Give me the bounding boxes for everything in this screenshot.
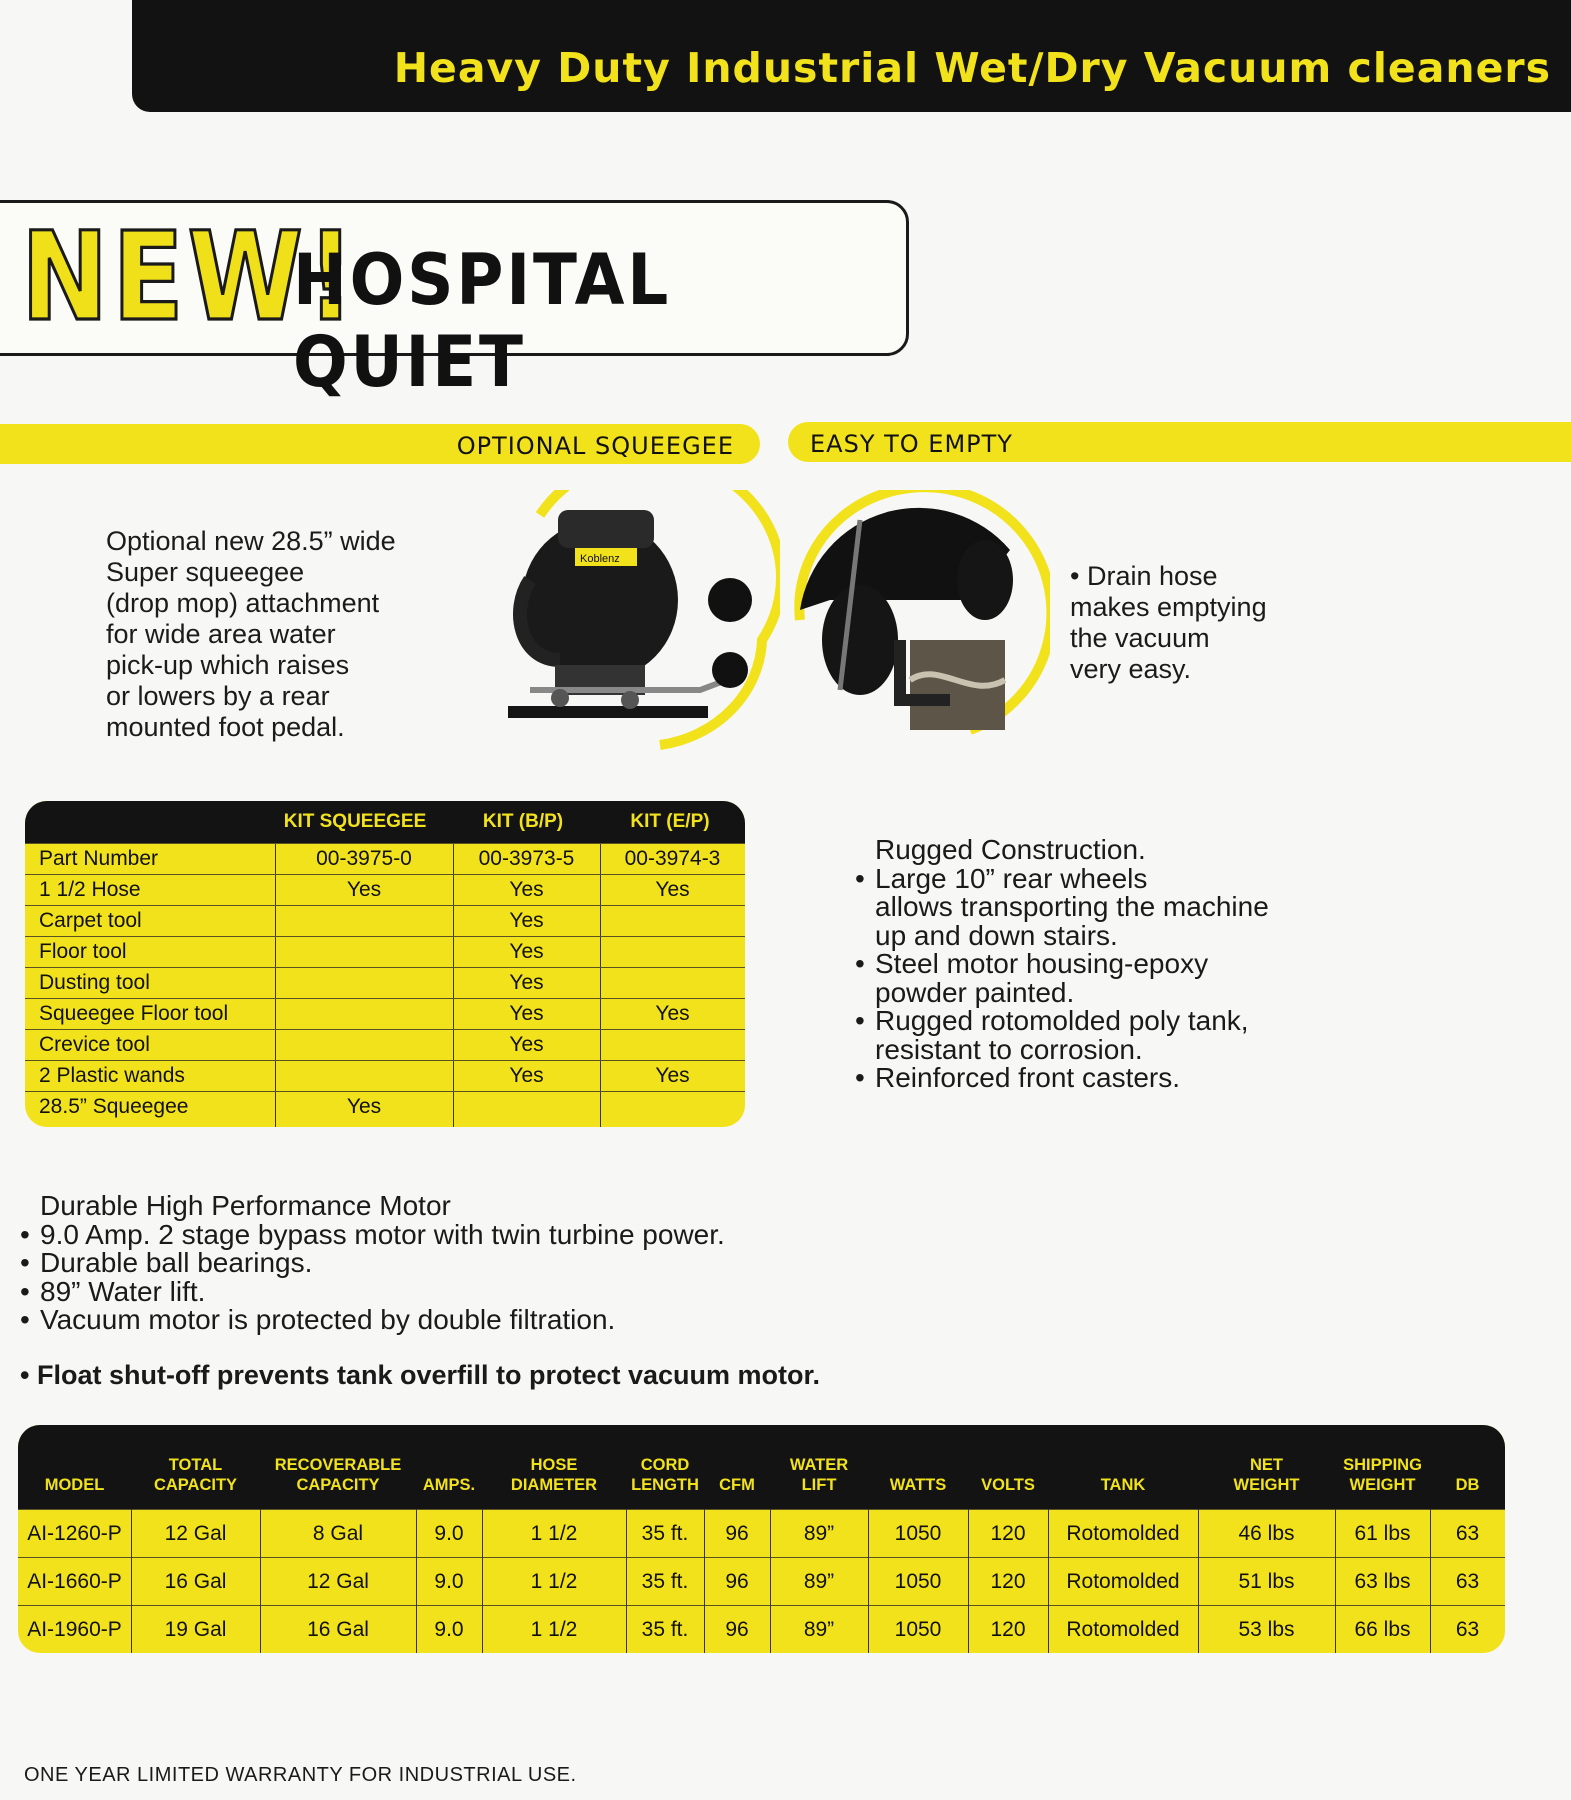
easy-to-empty-label: EASY TO EMPTY: [810, 430, 1013, 458]
motor-item: • Durable ball bearings.: [20, 1249, 920, 1278]
spec-value: 35 ft.: [641, 1618, 689, 1641]
spec-value: Rotomolded: [1066, 1570, 1180, 1593]
kit-table-row: [25, 998, 745, 1030]
spec-header-cell: VOLTS: [981, 1476, 1035, 1494]
spec-value: 9.0: [434, 1618, 464, 1641]
spec-col-divider: [626, 1509, 627, 1653]
spec-value: 63 lbs: [1354, 1570, 1411, 1593]
spec-header-cell: AMPS.: [422, 1476, 476, 1494]
kit-item-name: Part Number: [39, 847, 159, 870]
spec-value: 120: [990, 1570, 1026, 1593]
kit-cell-value: Yes: [509, 1002, 544, 1025]
spec-value: 16 Gal: [164, 1570, 227, 1593]
kit-table: [25, 801, 745, 1127]
kit-header-bp: KIT (B/P): [482, 811, 564, 832]
spec-header-cell: WATER LIFT: [789, 1456, 849, 1494]
kit-table-row: [25, 1091, 745, 1123]
spec-col-divider: [1430, 1509, 1431, 1653]
spec-col-divider: [260, 1509, 261, 1653]
kit-cell-value: Yes: [509, 1033, 544, 1056]
spec-value: 66 lbs: [1354, 1618, 1411, 1641]
spec-value: 61 lbs: [1354, 1522, 1411, 1545]
brand-logo-text: Koblenz: [580, 553, 620, 565]
spec-header-cell: TOTAL CAPACITY: [153, 1456, 238, 1494]
kit-item-name: Crevice tool: [39, 1033, 150, 1056]
construction-item: • Steel motor housing-epoxy powder painted.: [855, 950, 1375, 1007]
warranty-note: ONE YEAR LIMITED WARRANTY FOR INDUSTRIAL USE.: [24, 1764, 577, 1786]
optional-squeegee-label: OPTIONAL SQUEEGEE: [456, 432, 734, 460]
kit-item-name: Carpet tool: [39, 909, 142, 932]
kit-item-name: Floor tool: [39, 940, 127, 963]
top-banner: [132, 0, 1571, 112]
spec-col-divider: [1198, 1509, 1199, 1653]
spec-col-divider: [416, 1509, 417, 1653]
spec-value: 89”: [803, 1618, 835, 1641]
model-number: AI-1960-P: [27, 1618, 122, 1641]
spec-table: [18, 1425, 1505, 1653]
spec-header-cell: MODEL: [44, 1476, 105, 1494]
kit-item-name: 1 1/2 Hose: [39, 878, 141, 901]
spec-col-divider: [1048, 1509, 1049, 1653]
spec-table-row: [18, 1557, 1505, 1606]
spec-value: 63: [1455, 1522, 1480, 1545]
spec-table-row: [18, 1605, 1505, 1653]
kit-cell-value: Yes: [509, 878, 544, 901]
spec-value: 46 lbs: [1238, 1522, 1295, 1545]
spec-value: 51 lbs: [1238, 1570, 1295, 1593]
kit-cell-value: Yes: [655, 1002, 690, 1025]
spec-value: Rotomolded: [1066, 1618, 1180, 1641]
kit-cell-value: 00-3975-0: [316, 847, 412, 870]
kit-cell-value: Yes: [655, 1064, 690, 1087]
construction-features: [855, 836, 1375, 1093]
model-number: AI-1660-P: [27, 1570, 122, 1593]
motor-features: [20, 1192, 920, 1335]
kit-cell-value: 00-3973-5: [478, 847, 575, 870]
spec-value: 35 ft.: [641, 1570, 689, 1593]
spec-value: 96: [725, 1522, 749, 1545]
spec-header-cell: NET WEIGHT: [1233, 1456, 1300, 1494]
spec-header-cell: CFM: [719, 1476, 755, 1494]
kit-header-ep: KIT (E/P): [630, 811, 710, 832]
spec-value: 1 1/2: [530, 1618, 578, 1641]
spec-value: 120: [990, 1522, 1026, 1545]
spec-table-row: [18, 1509, 1505, 1558]
spec-value: 12 Gal: [164, 1522, 227, 1545]
vacuum-squeegee-photo: [500, 490, 780, 750]
spec-value: 35 ft.: [641, 1522, 689, 1545]
kit-table-row: [25, 1060, 745, 1092]
construction-title: Rugged Construction.: [875, 834, 1146, 865]
kit-cell-value: Yes: [655, 878, 690, 901]
spec-value: 12 Gal: [307, 1570, 369, 1593]
kit-header-squeegee: KIT SQUEEGEE: [283, 811, 427, 832]
spec-col-divider: [770, 1509, 771, 1653]
drain-description: • Drain hose makes emptying the vacuum very easy.: [1070, 561, 1267, 684]
easy-to-empty-heading: [788, 422, 1571, 462]
spec-value: 53 lbs: [1238, 1618, 1295, 1641]
spec-value: 96: [725, 1570, 749, 1593]
kit-table-row: [25, 874, 745, 906]
spec-header-cell: SHIPPING WEIGHT: [1343, 1456, 1422, 1494]
banner-title: Heavy Duty Industrial Wet/Dry Vacuum cleaners: [393, 44, 1551, 92]
construction-item: • Rugged rotomolded poly tank, resistant to corrosion.: [855, 1007, 1375, 1064]
spec-value: Rotomolded: [1066, 1522, 1180, 1545]
new-badge-text: NEW!: [21, 206, 359, 349]
spec-col-divider: [704, 1509, 705, 1653]
spec-header-cell: DB: [1455, 1476, 1480, 1494]
spec-col-divider: [482, 1509, 483, 1653]
motor-title: Durable High Performance Motor: [40, 1190, 451, 1221]
kit-cell-value: 00-3974-3: [624, 847, 721, 870]
kit-table-header: [25, 801, 745, 843]
spec-value: 89”: [803, 1522, 835, 1545]
kit-table-row: [25, 1029, 745, 1061]
spec-header-cell: RECOVERABLE CAPACITY: [274, 1456, 402, 1494]
float-shutoff-note: • Float shut-off prevents tank overfill to protect vacuum motor.: [20, 1360, 821, 1390]
spec-value: 1 1/2: [530, 1570, 578, 1593]
spec-col-divider: [1335, 1509, 1336, 1653]
spec-value: 63: [1455, 1618, 1480, 1641]
kit-table-row: [25, 936, 745, 968]
spec-value: 1050: [894, 1570, 942, 1593]
kit-cell-value: Yes: [509, 971, 544, 994]
motor-item: • 9.0 Amp. 2 stage bypass motor with twin turbine power.: [20, 1221, 920, 1250]
spec-value: 1050: [894, 1522, 942, 1545]
spec-col-divider: [968, 1509, 969, 1653]
optional-squeegee-heading: [0, 424, 760, 464]
spec-header-cell: HOSE DIAMETER: [510, 1456, 598, 1494]
spec-col-divider: [868, 1509, 869, 1653]
spec-value: 16 Gal: [307, 1618, 369, 1641]
spec-value: 89”: [803, 1570, 835, 1593]
spec-value: 63: [1455, 1570, 1480, 1593]
kit-cell-value: Yes: [346, 1095, 382, 1118]
spec-table-header: [18, 1425, 1505, 1509]
squeegee-description: Optional new 28.5” wide Super squeegee (drop mop) attachment for wide area water pick-up which raises or lowers by a rear mounted foot pedal.: [106, 526, 396, 742]
spec-col-divider: [131, 1509, 132, 1653]
spec-value: 1 1/2: [530, 1522, 578, 1545]
kit-cell-value: Yes: [346, 878, 382, 901]
kit-item-name: Squeegee Floor tool: [39, 1002, 229, 1025]
kit-cell-value: Yes: [509, 940, 544, 963]
motor-item: • Vacuum motor is protected by double filtration.: [20, 1306, 920, 1335]
spec-header-cell: TANK: [1100, 1476, 1146, 1494]
spec-value: 9.0: [434, 1570, 464, 1593]
motor-item: • 89” Water lift.: [20, 1278, 920, 1307]
drain-hose-photo: [790, 490, 1050, 740]
kit-table-row: [25, 967, 745, 999]
spec-header-cell: CORD LENGTH: [631, 1456, 699, 1494]
new-badge-box: [0, 200, 909, 403]
model-number: AI-1260-P: [27, 1522, 122, 1545]
kit-item-name: 28.5” Squeegee: [39, 1095, 189, 1118]
spec-header-cell: WATTS: [889, 1476, 947, 1494]
spec-value: 120: [990, 1618, 1026, 1641]
spec-value: 96: [725, 1618, 749, 1641]
kit-cell-value: Yes: [509, 909, 544, 932]
kit-item-name: 2 Plastic wands: [39, 1064, 185, 1087]
kit-table-row: [25, 905, 745, 937]
construction-item: • Large 10” rear wheels allows transporting the machine up and down stairs.: [855, 865, 1375, 951]
spec-value: 8 Gal: [312, 1522, 364, 1545]
kit-cell-value: Yes: [509, 1064, 544, 1087]
kit-item-name: Dusting tool: [39, 971, 150, 994]
construction-item: • Reinforced front casters.: [855, 1064, 1375, 1093]
spec-value: 19 Gal: [164, 1618, 227, 1641]
spec-value: 9.0: [434, 1522, 464, 1545]
kit-table-row: [25, 843, 745, 875]
spec-value: 1050: [894, 1618, 942, 1641]
product-title: HOSPITAL QUIET: [293, 239, 672, 403]
